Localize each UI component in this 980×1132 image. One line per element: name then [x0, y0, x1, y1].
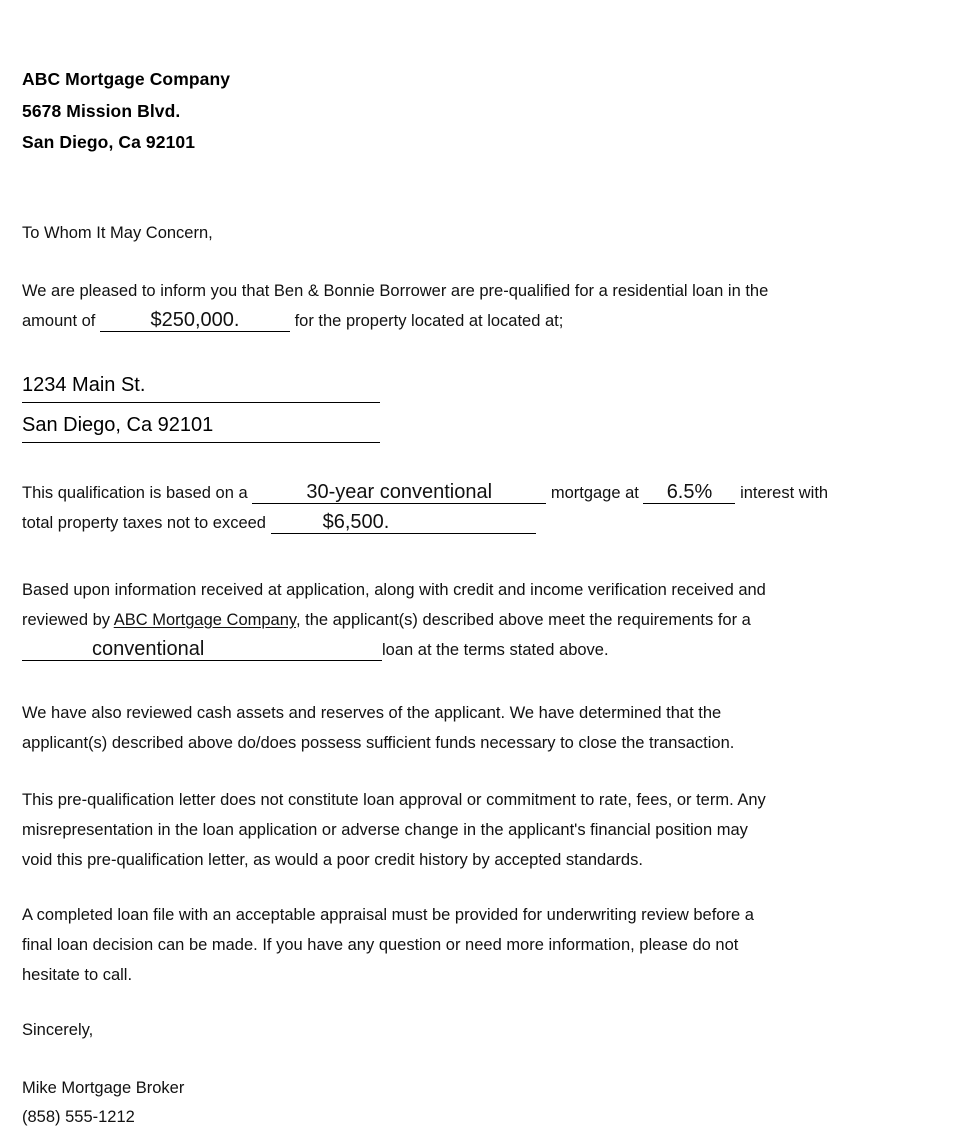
appraisal-paragraph — [22, 900, 952, 990]
appraisal-line-2: final loan decision can be made. If you have any question or need more information, please do not — [22, 936, 739, 954]
letterhead — [22, 64, 230, 159]
disclaimer-paragraph — [22, 785, 952, 875]
intro-line-1: We are pleased to inform you that Ben & Bonnie Borrower are pre-qualified for a residential loan in the — [22, 282, 769, 300]
signature-block — [22, 1074, 184, 1132]
reviewing-company-name: ABC Mortgage Company — [113, 611, 296, 629]
assets-line-2: applicant(s) described above do/does possess sufficient funds necessary to close the transaction. — [22, 734, 735, 752]
signer-phone: (858) 555-1212 — [22, 1108, 135, 1126]
disclaimer-line-1: This pre-qualification letter does not constitute loan approval or commitment to rate, fees, or term. Any — [22, 791, 766, 809]
qualification-paragraph — [22, 478, 952, 538]
intro-amount-suffix: for the property located at located at; — [294, 312, 564, 330]
assets-line-1: We have also reviewed cash assets and reserves of the applicant. We have determined that the — [22, 704, 722, 722]
qualification-middle: mortgage at — [550, 484, 639, 502]
qualification-line-2 — [22, 508, 952, 538]
salutation — [22, 218, 213, 248]
loan-amount-field[interactable]: $250,000. — [100, 310, 290, 332]
intro-paragraph — [22, 276, 952, 336]
verification-line-1: Based upon information received at application, along with credit and income verification received and — [22, 581, 766, 599]
property-address-line-2[interactable]: San Diego, Ca 92101 — [22, 408, 380, 443]
verification-line-2 — [22, 605, 952, 635]
letterhead-city-state-zip: San Diego, Ca 92101 — [22, 132, 196, 152]
qualification-prefix: This qualification is based on a — [22, 484, 248, 502]
verification-line-3 — [22, 635, 952, 665]
property-address-block — [22, 368, 380, 448]
assets-paragraph — [22, 698, 952, 758]
salutation-text: To Whom It May Concern, — [22, 224, 213, 242]
property-taxes-field[interactable]: $6,500. — [271, 512, 536, 534]
verification-reviewed-by: reviewed by — [22, 611, 111, 629]
qualification-line-1 — [22, 478, 952, 508]
appraisal-line-1: A completed loan file with an acceptable appraisal must be provided for underwriting review before a — [22, 906, 754, 924]
disclaimer-line-3: void this pre-qualification letter, as would a poor credit history by accepted standards. — [22, 851, 643, 869]
property-address-line-1[interactable]: 1234 Main St. — [22, 368, 380, 403]
letterhead-company: ABC Mortgage Company — [22, 69, 231, 89]
verification-line-3-suffix: loan at the terms stated above. — [382, 641, 609, 659]
disclaimer-line-2: misrepresentation in the loan application or adverse change in the applicant's financial position may — [22, 821, 748, 839]
intro-line-2 — [22, 306, 952, 336]
verification-line-2-suffix: , the applicant(s) described above meet the requirements for a — [295, 611, 751, 629]
loan-type-field[interactable]: 30-year conventional — [252, 482, 546, 504]
verification-paragraph — [22, 575, 952, 665]
interest-rate-field[interactable]: 6.5% — [643, 482, 735, 504]
letterhead-street: 5678 Mission Blvd. — [22, 100, 181, 121]
closing-salutation — [22, 1016, 93, 1045]
loan-product-field[interactable]: conventional — [22, 639, 382, 661]
appraisal-line-3: hesitate to call. — [22, 966, 133, 984]
taxes-prefix: total property taxes not to exceed — [22, 514, 266, 532]
intro-amount-prefix: amount of — [22, 312, 96, 330]
closing-salutation-text: Sincerely, — [22, 1021, 94, 1039]
signer-name: Mike Mortgage Broker — [22, 1079, 185, 1097]
qualification-suffix: interest with — [740, 484, 829, 502]
